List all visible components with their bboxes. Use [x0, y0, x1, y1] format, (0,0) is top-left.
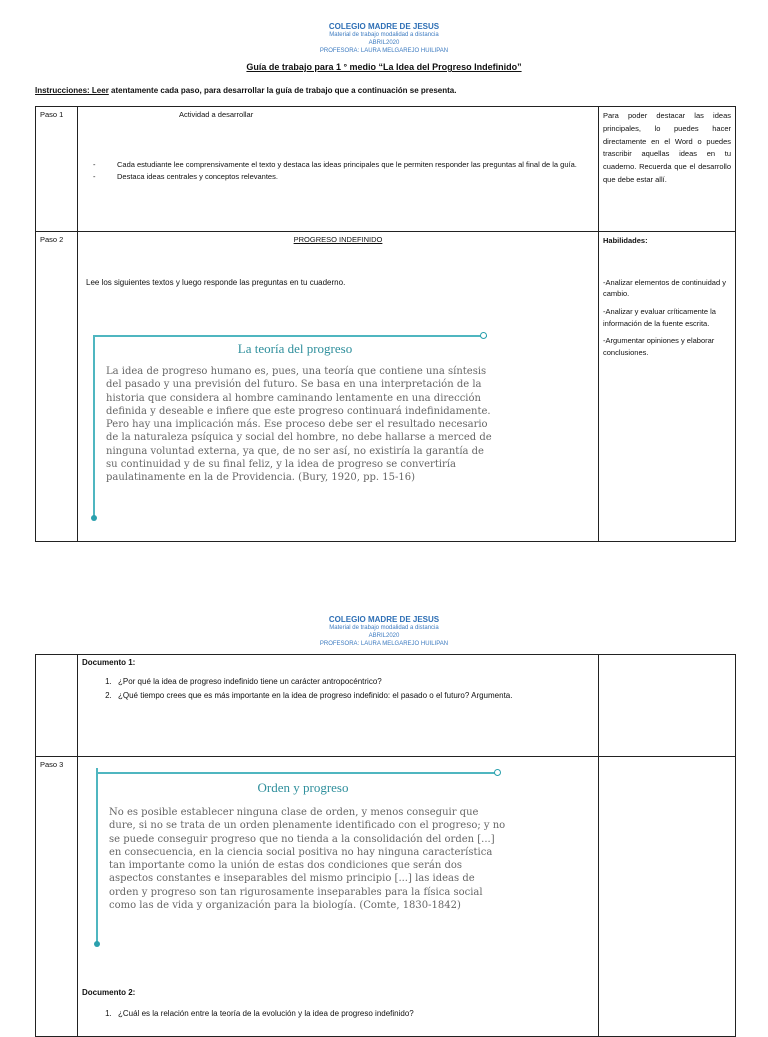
doc1-side-cell: [599, 655, 736, 757]
quote-paragraph: No es posible establecer ninguna clase de orden, y menos conseguir que dure, si no se trata de un orden plenamente identificado con el progreso; y no se puede conseguir progreso que no tienda a la consolidación del orden [...] en consecuencia, en la ciencia social positiva no hay ninguna característica tan importante como la unión de estas dos condiciones que serán dos aspectos constantes e inseparables del mismo principio [...] las ideas de orden y progreso son tan rigurosamente inseparables para la física social como las de vida y organización para la biología. (Comte, 1830-1842): [109, 807, 506, 912]
skill-item: -Analizar y evaluar críticamente la información de la fuente escrita.: [603, 306, 716, 328]
doc1-empty-cell: [36, 655, 78, 757]
quote-box-order-progress: [96, 768, 508, 946]
quote-text: [106, 365, 496, 485]
teacher-line: PROFESORA: LAURA MELGAREJO HUILIPAN: [319, 640, 449, 647]
doc2-label: Documento 2:: [82, 988, 136, 997]
school-name: COLEGIO MADRE DE JESUS: [328, 22, 440, 31]
step1-note: Para poder destacar las ideas principales, lo puedes hacer directamente en el Word o puedes trascribir aquellas ideas en tu cuaderno. Recuerda que el desarrollo que debe estar allí.: [599, 107, 736, 232]
bullet-item: - Destaca ideas centrales y conceptos relevantes.: [117, 171, 594, 183]
quote-box-progress-theory: [93, 335, 495, 520]
quote-top-rule: [98, 772, 498, 774]
step1-activity: [78, 107, 599, 232]
step2-label: Paso 2: [36, 232, 78, 542]
doc1-row: [36, 655, 736, 757]
question-item: 1. ¿Por qué la idea de progreso indefinido tiene un carácter antropocéntrico?: [114, 675, 594, 689]
step3-side-cell: [599, 757, 736, 1037]
quote-paragraph: La idea de progreso humano es, pues, una teoría que contiene una síntesis del pasado y una previsión del futuro. Se basa en una interpretación de la historia que considera al hombre caminando lentamente en una dirección definida y deseable e infiere que este progreso continuará indefinidamente.: [106, 366, 491, 417]
quote-title: La teoría del progreso: [237, 341, 353, 356]
doc1-label: Documento 1:: [82, 658, 136, 667]
date-line: ABRIL2020: [368, 40, 400, 47]
doc2-questions: [82, 1007, 594, 1021]
quote-title: Orden y progreso: [257, 780, 349, 795]
question-item: 1. ¿Cuál es la relación entre la teoría de la evolución y la idea de progreso indefinido?: [114, 1007, 594, 1021]
quote-paragraph: Pero hay una implicación más. Ese proceso debe ser el resultado necesario de la naturaleza psíquica y social del hombre, no debe hallarse a merced de ninguna voluntad externa, ya que, de no ser así, no existiría la garantía de su continuidad y de su final feliz, y la idea de progreso se convertiría paulatinamente en la de Providencia. (Bury, 1920, pp. 15-16): [106, 419, 492, 484]
skills-cell: [599, 232, 736, 542]
instructions-text: atentamente cada paso, para desarrollar la guía de trabajo que a continuación se presenta.: [108, 86, 457, 95]
step2-heading: PROGRESO INDEFINIDO: [293, 235, 383, 244]
quote-dot-icon: [91, 515, 97, 521]
instructions-label: Instrucciones: Leer: [35, 86, 109, 95]
skill-item: -Analizar elementos de continuidad y cambio.: [603, 277, 726, 299]
material-line: Material de trabajo modalidad a distancia: [329, 625, 439, 632]
guide-title: Guía de trabajo para 1 ° medio “La Idea del Progreso Indefinido”: [246, 62, 522, 72]
quote-end-circle-icon: [480, 332, 487, 339]
page1-header: [0, 22, 768, 56]
quote-end-circle-icon: [494, 769, 501, 776]
step2-lead: Lee los siguientes textos y luego responde las preguntas en tu cuaderno.: [86, 278, 346, 287]
quote-top-rule: [95, 335, 487, 337]
date-line: ABRIL2020: [368, 633, 400, 640]
activity-heading: Actividad a desarrollar: [179, 110, 254, 119]
doc1-content: [78, 655, 599, 757]
step1-label: Paso 1: [36, 107, 78, 232]
question-item: 2. ¿Qué tiempo crees que es más importante en la idea de progreso indefinido: el pasado o el futuro? Argumenta.: [114, 689, 594, 703]
skills-title: Habilidades:: [603, 236, 648, 245]
bullet-item: - Cada estudiante lee comprensivamente el texto y destaca las ideas principales que le permiten responder las preguntas al final de la guía.: [117, 159, 594, 171]
quote-text: [109, 806, 507, 912]
instructions: [35, 86, 456, 95]
skill-item: -Argumentar opiniones y elaborar conclusiones.: [603, 336, 715, 357]
activity-bullets: [82, 159, 594, 182]
quote-dot-icon: [94, 941, 100, 947]
school-name: COLEGIO MADRE DE JESUS: [328, 615, 440, 624]
doc1-questions: [82, 675, 594, 702]
page2-header: [0, 615, 768, 649]
teacher-line: PROFESORA: LAURA MELGAREJO HUILIPAN: [319, 47, 449, 54]
step3-label: Paso 3: [36, 757, 78, 1037]
material-line: Material de trabajo modalidad a distancia: [329, 32, 439, 39]
step1-row: [36, 107, 736, 232]
